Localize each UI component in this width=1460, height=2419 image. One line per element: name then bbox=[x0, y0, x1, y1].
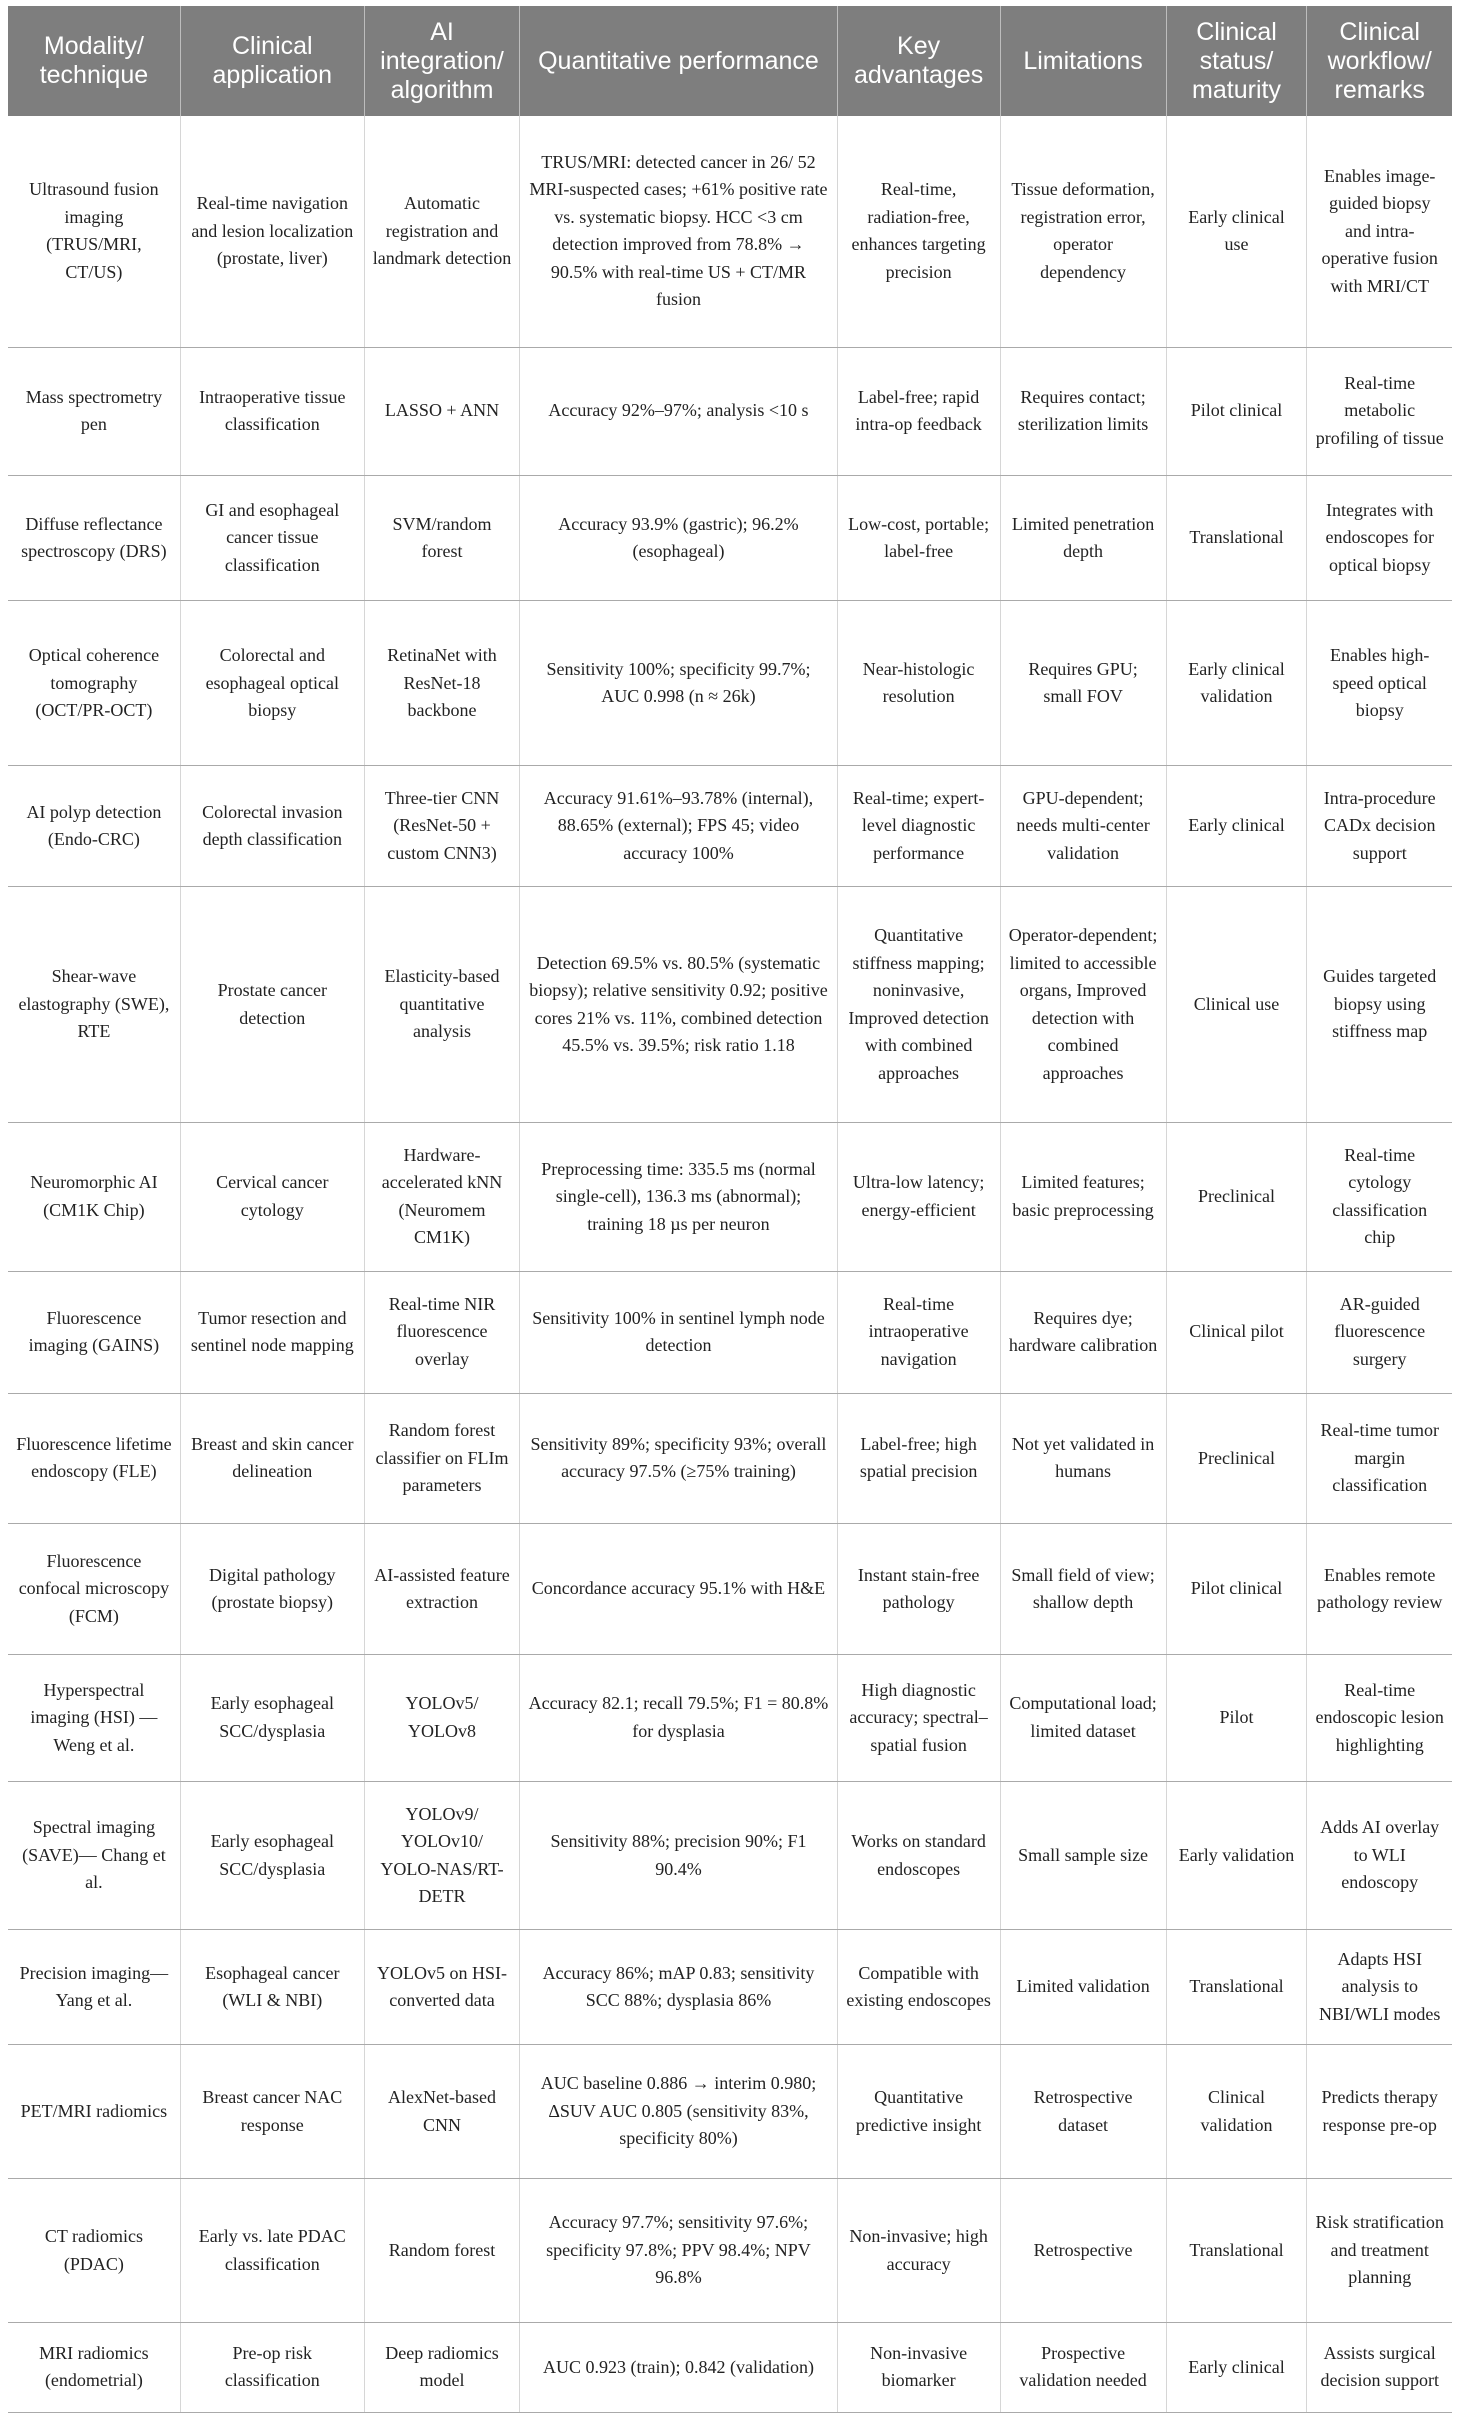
header-cell: Clinical application bbox=[180, 6, 364, 116]
header-cell: Clinical status/ maturity bbox=[1166, 6, 1307, 116]
comparison-table bbox=[8, 6, 1452, 2413]
table-cell: Retrospective dataset bbox=[1000, 2044, 1166, 2179]
header-row bbox=[8, 6, 1452, 116]
table-cell: Real-time navigation and lesion localization (prostate, liver) bbox=[180, 116, 364, 347]
table-row bbox=[8, 1524, 1452, 1655]
table-cell: Quantitative predictive insight bbox=[837, 2044, 1000, 2179]
table-cell: Hyperspectral imaging (HSI) — Weng et al. bbox=[8, 1655, 180, 1782]
table-cell: Clinical pilot bbox=[1166, 1271, 1307, 1393]
table-row bbox=[8, 887, 1452, 1123]
table-cell: Computational load; limited dataset bbox=[1000, 1655, 1166, 1782]
table-cell: RetinaNet with ResNet-18 backbone bbox=[364, 601, 520, 766]
header-cell: AI integration/ algorithm bbox=[364, 6, 520, 116]
table-row bbox=[8, 1271, 1452, 1393]
table-cell: Pilot bbox=[1166, 1655, 1307, 1782]
table-cell: Clinical validation bbox=[1166, 2044, 1307, 2179]
table-cell: Early esophageal SCC/dysplasia bbox=[180, 1655, 364, 1782]
table-cell: Early clinical bbox=[1166, 2322, 1307, 2412]
table-row bbox=[8, 2179, 1452, 2322]
table-cell: PET/MRI radiomics bbox=[8, 2044, 180, 2179]
table-cell: LASSO + ANN bbox=[364, 347, 520, 475]
table-row bbox=[8, 1123, 1452, 1272]
table-cell: Compatible with existing endoscopes bbox=[837, 1930, 1000, 2044]
table-cell: Optical coherence tomography (OCT/PR-OCT) bbox=[8, 601, 180, 766]
table-cell: Sensitivity 100% in sentinel lymph node detection bbox=[520, 1271, 837, 1393]
table-cell: Accuracy 93.9% (gastric); 96.2% (esophageal) bbox=[520, 475, 837, 601]
table-cell: Tissue deformation, registration error, operator dependency bbox=[1000, 116, 1166, 347]
table-cell: YOLOv9/ YOLOv10/ YOLO-NAS/RT-DETR bbox=[364, 1781, 520, 1930]
table-cell: Limited penetration depth bbox=[1000, 475, 1166, 601]
table-cell: Integrates with endoscopes for optical biopsy bbox=[1307, 475, 1452, 601]
table-row bbox=[8, 2322, 1452, 2412]
table-cell: Preclinical bbox=[1166, 1123, 1307, 1272]
table-cell: Pilot clinical bbox=[1166, 347, 1307, 475]
table-cell: Prostate cancer detection bbox=[180, 887, 364, 1123]
table-cell: Early clinical use bbox=[1166, 116, 1307, 347]
table-cell: GPU-dependent; needs multi-center validation bbox=[1000, 766, 1166, 887]
table-cell: Non-invasive; high accuracy bbox=[837, 2179, 1000, 2322]
table-cell: Esophageal cancer (WLI & NBI) bbox=[180, 1930, 364, 2044]
table-cell: Translational bbox=[1166, 1930, 1307, 2044]
table-cell: Early validation bbox=[1166, 1781, 1307, 1930]
table-cell: Breast cancer NAC response bbox=[180, 2044, 364, 2179]
table-cell: Diffuse reflectance spectroscopy (DRS) bbox=[8, 475, 180, 601]
table-cell: Accuracy 82.1; recall 79.5%; F1 = 80.8% for dysplasia bbox=[520, 1655, 837, 1782]
table-cell: Accuracy 91.61%–93.78% (internal), 88.65% (external); FPS 45; video accuracy 100% bbox=[520, 766, 837, 887]
table-cell: Real-time cytology classification chip bbox=[1307, 1123, 1452, 1272]
table-cell: Concordance accuracy 95.1% with H&E bbox=[520, 1524, 837, 1655]
table-cell: Early esophageal SCC/dysplasia bbox=[180, 1781, 364, 1930]
table-cell: Clinical use bbox=[1166, 887, 1307, 1123]
table-cell: Early vs. late PDAC classification bbox=[180, 2179, 364, 2322]
table-row bbox=[8, 347, 1452, 475]
table-container bbox=[8, 6, 1452, 2413]
table-row bbox=[8, 2044, 1452, 2179]
table-cell: High diagnostic accuracy; spectral–spatial fusion bbox=[837, 1655, 1000, 1782]
table-cell: AI polyp detection (Endo-CRC) bbox=[8, 766, 180, 887]
table-cell: Digital pathology (prostate biopsy) bbox=[180, 1524, 364, 1655]
table-cell: Neuromorphic AI (CM1K Chip) bbox=[8, 1123, 180, 1272]
table-cell: YOLOv5/ YOLOv8 bbox=[364, 1655, 520, 1782]
table-row bbox=[8, 766, 1452, 887]
table-cell: Works on standard endoscopes bbox=[837, 1781, 1000, 1930]
table-cell: Fluorescence lifetime endoscopy (FLE) bbox=[8, 1393, 180, 1524]
table-cell: Label-free; high spatial precision bbox=[837, 1393, 1000, 1524]
table-cell: Quantitative stiffness mapping; noninvasive, Improved detection with combined approaches bbox=[837, 887, 1000, 1123]
table-cell: Low-cost, portable; label-free bbox=[837, 475, 1000, 601]
header-cell: Clinical workflow/ remarks bbox=[1307, 6, 1452, 116]
table-cell: Real-time metabolic profiling of tissue bbox=[1307, 347, 1452, 475]
table-cell: Real-time intraoperative navigation bbox=[837, 1271, 1000, 1393]
table-cell: AUC 0.923 (train); 0.842 (validation) bbox=[520, 2322, 837, 2412]
table-cell: CT radiomics (PDAC) bbox=[8, 2179, 180, 2322]
table-cell: Predicts therapy response pre-op bbox=[1307, 2044, 1452, 2179]
table-cell: Real-time, radiation-free, enhances targeting precision bbox=[837, 116, 1000, 347]
table-cell: Colorectal and esophageal optical biopsy bbox=[180, 601, 364, 766]
table-row bbox=[8, 116, 1452, 347]
table-cell: MRI radiomics (endometrial) bbox=[8, 2322, 180, 2412]
table-row bbox=[8, 475, 1452, 601]
table-row bbox=[8, 1655, 1452, 1782]
table-cell: Cervical cancer cytology bbox=[180, 1123, 364, 1272]
table-cell: Early clinical validation bbox=[1166, 601, 1307, 766]
table-cell: Near-histologic resolution bbox=[837, 601, 1000, 766]
table-cell: Pre-op risk classification bbox=[180, 2322, 364, 2412]
table-cell: Tumor resection and sentinel node mapping bbox=[180, 1271, 364, 1393]
table-cell: Breast and skin cancer delineation bbox=[180, 1393, 364, 1524]
header-cell: Key advantages bbox=[837, 6, 1000, 116]
table-cell: Pilot clinical bbox=[1166, 1524, 1307, 1655]
table-cell: Detection 69.5% vs. 80.5% (systematic biopsy); relative sensitivity 0.92; positive cores 21% vs. 11%, combined detection 45.5% vs. 39.5%; risk ratio 1.18 bbox=[520, 887, 837, 1123]
header-cell: Quantitative performance bbox=[520, 6, 837, 116]
table-cell: Requires contact; sterilization limits bbox=[1000, 347, 1166, 475]
table-cell: Mass spectrometry pen bbox=[8, 347, 180, 475]
table-cell: Real-time tumor margin classification bbox=[1307, 1393, 1452, 1524]
table-cell: Colorectal invasion depth classification bbox=[180, 766, 364, 887]
table-cell: Intraoperative tissue classification bbox=[180, 347, 364, 475]
table-row bbox=[8, 1393, 1452, 1524]
table-cell: Small sample size bbox=[1000, 1781, 1166, 1930]
table-cell: Translational bbox=[1166, 475, 1307, 601]
table-cell: Real-time endoscopic lesion highlighting bbox=[1307, 1655, 1452, 1782]
header-cell: Modality/ technique bbox=[8, 6, 180, 116]
table-cell: Automatic registration and landmark detection bbox=[364, 116, 520, 347]
table-cell: Hardware-accelerated kNN (Neuromem CM1K) bbox=[364, 1123, 520, 1272]
table-cell: Accuracy 86%; mAP 0.83; sensitivity SCC 88%; dysplasia 86% bbox=[520, 1930, 837, 2044]
table-cell: Limited features; basic preprocessing bbox=[1000, 1123, 1166, 1272]
table-cell: Label-free; rapid intra-op feedback bbox=[837, 347, 1000, 475]
table-cell: Limited validation bbox=[1000, 1930, 1166, 2044]
table-cell: Random forest bbox=[364, 2179, 520, 2322]
table-cell: Sensitivity 89%; specificity 93%; overall accuracy 97.5% (≥75% training) bbox=[520, 1393, 837, 1524]
table-cell: Fluorescence confocal microscopy (FCM) bbox=[8, 1524, 180, 1655]
table-cell: Ultra-low latency; energy-efficient bbox=[837, 1123, 1000, 1272]
table-body bbox=[8, 116, 1452, 2413]
table-cell: Accuracy 97.7%; sensitivity 97.6%; specificity 97.8%; PPV 98.4%; NPV 96.8% bbox=[520, 2179, 837, 2322]
table-cell: Instant stain-free pathology bbox=[837, 1524, 1000, 1655]
table-cell: Guides targeted biopsy using stiffness map bbox=[1307, 887, 1452, 1123]
table-cell: Assists surgical decision support bbox=[1307, 2322, 1452, 2412]
table-cell: GI and esophageal cancer tissue classification bbox=[180, 475, 364, 601]
table-row bbox=[8, 601, 1452, 766]
table-cell: Enables high-speed optical biopsy bbox=[1307, 601, 1452, 766]
table-cell: Preclinical bbox=[1166, 1393, 1307, 1524]
table-cell: Requires dye; hardware calibration bbox=[1000, 1271, 1166, 1393]
table-cell: Small field of view; shallow depth bbox=[1000, 1524, 1166, 1655]
table-row bbox=[8, 1781, 1452, 1930]
table-cell: Accuracy 92%–97%; analysis <10 s bbox=[520, 347, 837, 475]
table-cell: Precision imaging—Yang et al. bbox=[8, 1930, 180, 2044]
table-cell: Operator-dependent; limited to accessible organs, Improved detection with combined approaches bbox=[1000, 887, 1166, 1123]
table-cell: Elasticity-based quantitative analysis bbox=[364, 887, 520, 1123]
table-cell: Preprocessing time: 335.5 ms (normal single-cell), 136.3 ms (abnormal); training 18 µs per neuron bbox=[520, 1123, 837, 1272]
table-cell: Sensitivity 100%; specificity 99.7%; AUC 0.998 (n ≈ 26k) bbox=[520, 601, 837, 766]
table-cell: Random forest classifier on FLIm parameters bbox=[364, 1393, 520, 1524]
table-cell: Non-invasive biomarker bbox=[837, 2322, 1000, 2412]
table-cell: SVM/random forest bbox=[364, 475, 520, 601]
table-cell: AR-guided fluorescence surgery bbox=[1307, 1271, 1452, 1393]
table-cell: Real-time NIR fluorescence overlay bbox=[364, 1271, 520, 1393]
table-cell: AlexNet-based CNN bbox=[364, 2044, 520, 2179]
table-cell: Real-time; expert-level diagnostic performance bbox=[837, 766, 1000, 887]
table-cell: YOLOv5 on HSI-converted data bbox=[364, 1930, 520, 2044]
table-cell: Translational bbox=[1166, 2179, 1307, 2322]
table-row bbox=[8, 1930, 1452, 2044]
table-cell: Retrospective bbox=[1000, 2179, 1166, 2322]
table-cell: Adapts HSI analysis to NBI/WLI modes bbox=[1307, 1930, 1452, 2044]
table-cell: Ultrasound fusion imaging (TRUS/MRI, CT/US) bbox=[8, 116, 180, 347]
table-cell: Shear-wave elastography (SWE), RTE bbox=[8, 887, 180, 1123]
table-cell: Risk stratification and treatment planning bbox=[1307, 2179, 1452, 2322]
table-cell: Three-tier CNN (ResNet-50 + custom CNN3) bbox=[364, 766, 520, 887]
table-cell: Intra-procedure CADx decision support bbox=[1307, 766, 1452, 887]
table-cell: Adds AI overlay to WLI endoscopy bbox=[1307, 1781, 1452, 1930]
table-cell: Fluorescence imaging (GAINS) bbox=[8, 1271, 180, 1393]
table-cell: Sensitivity 88%; precision 90%; F1 90.4% bbox=[520, 1781, 837, 1930]
table-cell: AI-assisted feature extraction bbox=[364, 1524, 520, 1655]
table-cell: Enables remote pathology review bbox=[1307, 1524, 1452, 1655]
table-cell: Spectral imaging (SAVE)— Chang et al. bbox=[8, 1781, 180, 1930]
table-cell: Prospective validation needed bbox=[1000, 2322, 1166, 2412]
table-cell: Enables image-guided biopsy and intra-operative fusion with MRI/CT bbox=[1307, 116, 1452, 347]
table-cell: Requires GPU; small FOV bbox=[1000, 601, 1166, 766]
table-cell: Early clinical bbox=[1166, 766, 1307, 887]
table-cell: AUC baseline 0.886 → interim 0.980; ΔSUV AUC 0.805 (sensitivity 83%, specificity 80%) bbox=[520, 2044, 837, 2179]
table-cell: Not yet validated in humans bbox=[1000, 1393, 1166, 1524]
table-cell: TRUS/MRI: detected cancer in 26/ 52 MRI-suspected cases; +61% positive rate vs. systematic biopsy. HCC <3 cm detection improved from 78.8% → 90.5% with real-time US + CT/MR fusion bbox=[520, 116, 837, 347]
header-cell: Limitations bbox=[1000, 6, 1166, 116]
table-cell: Deep radiomics model bbox=[364, 2322, 520, 2412]
